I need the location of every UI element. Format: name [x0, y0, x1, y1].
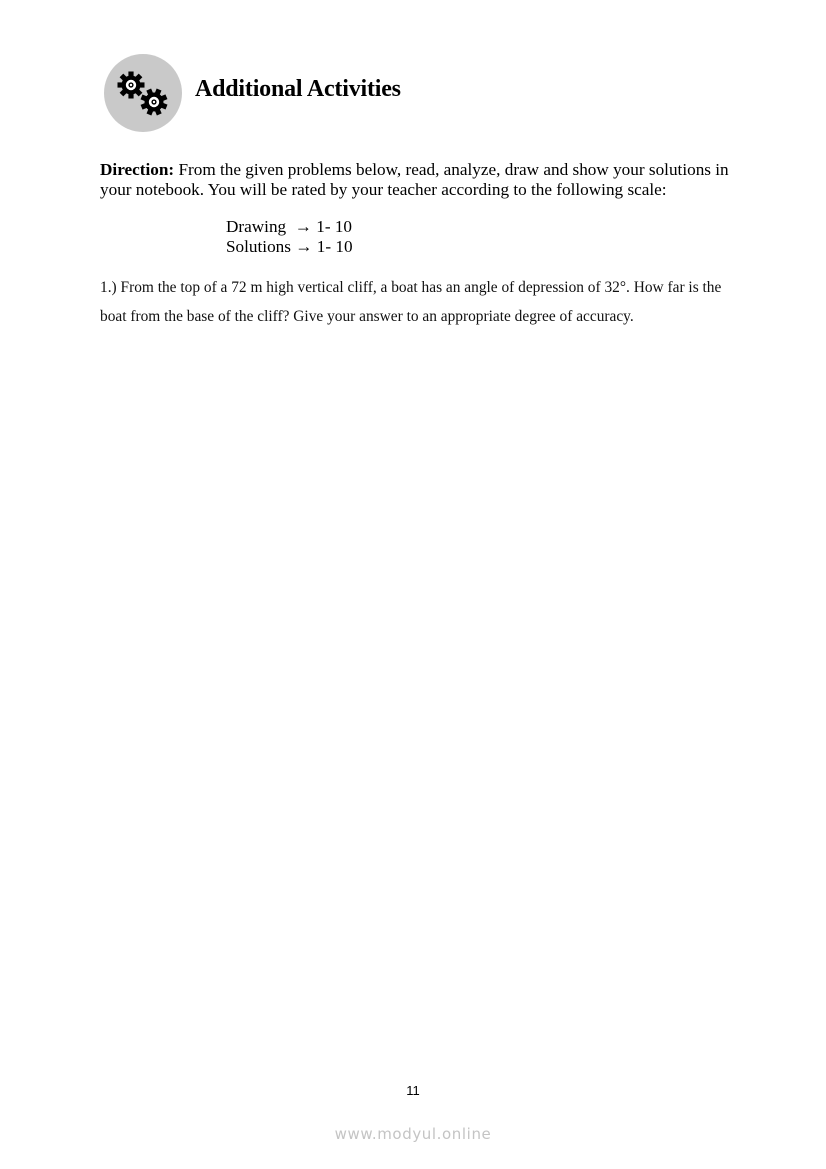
- section-header: [104, 54, 401, 132]
- direction-paragraph: [100, 160, 740, 199]
- scale-range: 1- 10: [311, 217, 353, 236]
- scale-range: 1- 10: [312, 236, 353, 256]
- scale-item: Drawing: [226, 217, 287, 236]
- arrow-icon: →: [295, 236, 313, 256]
- page-number: 11: [406, 1083, 420, 1098]
- arrow-icon: →: [294, 217, 312, 236]
- scale-item: Solutions: [226, 236, 291, 256]
- direction-label: Direction:: [100, 160, 175, 179]
- scale-row-solutions: [226, 237, 353, 257]
- problem-1: 1.) From the top of a 72 m high vertical cliff, a boat has an angle of depression of 32°. How far is the boat from the base of the cliff? Give your answer to an appropriate degree of accuracy.: [100, 279, 722, 325]
- scale-row-drawing: [226, 217, 353, 237]
- gears-icon: [104, 54, 182, 132]
- rating-scale: [226, 217, 353, 256]
- direction-text: From the given problems below, read, analyze, draw and show your solutions in your notebook. You will be rated by your teacher according to the following scale:: [100, 160, 729, 199]
- section-title: Additional Activities: [195, 75, 401, 102]
- watermark: www.modyul.online: [334, 1125, 492, 1143]
